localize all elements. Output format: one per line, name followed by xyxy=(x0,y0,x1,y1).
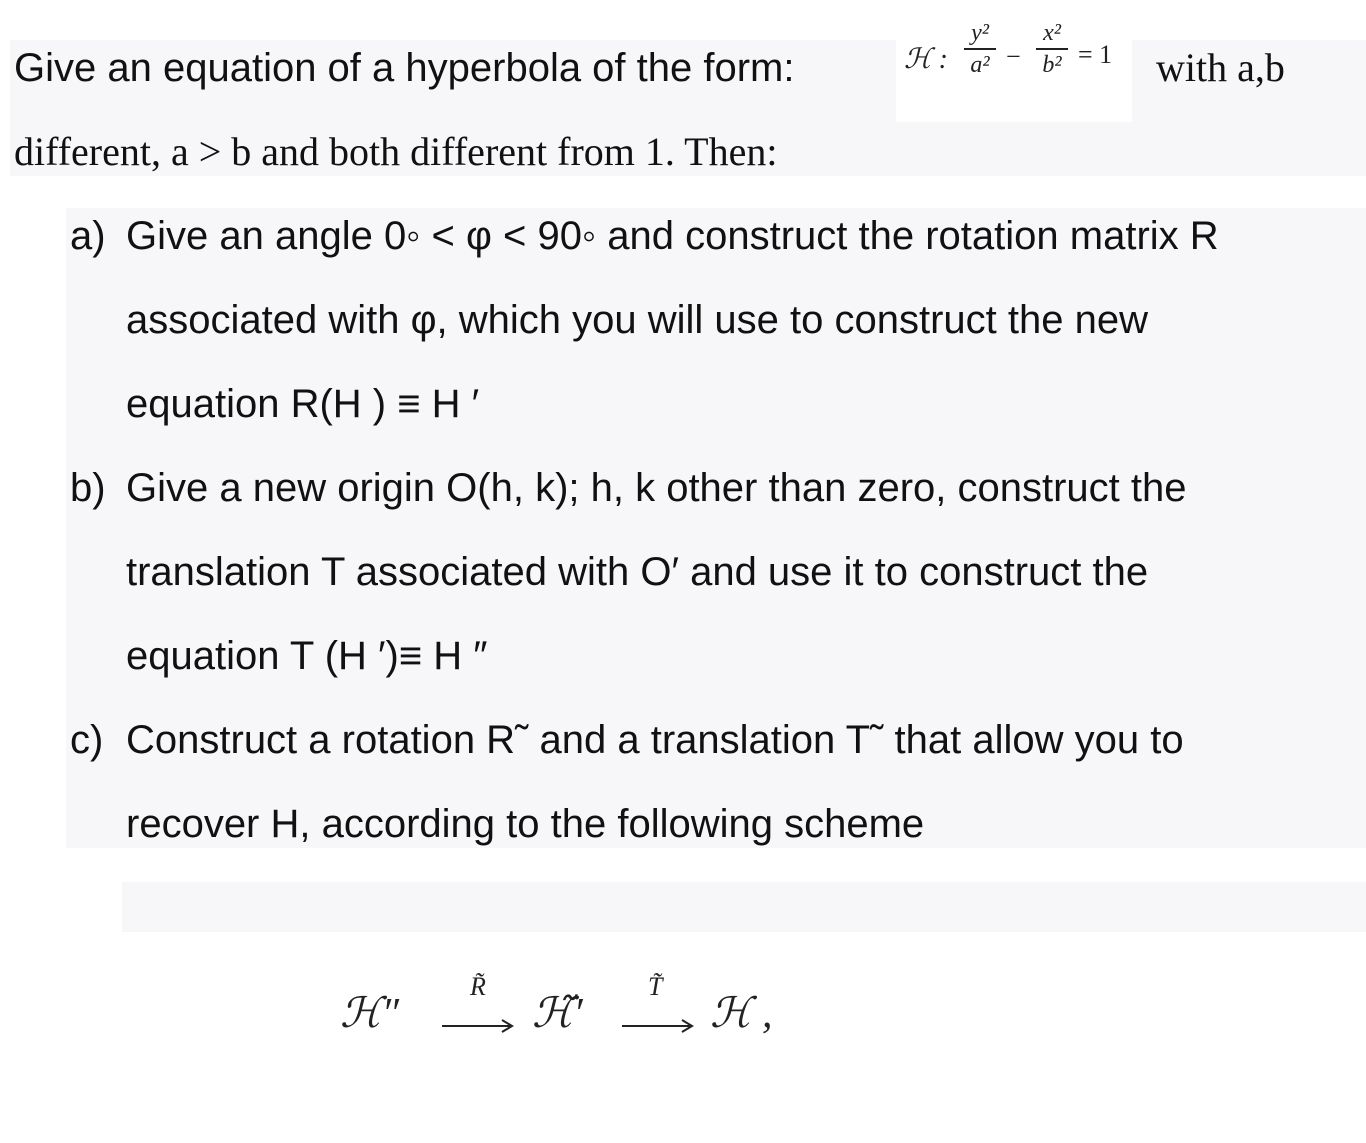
item-b-line-3: equation T (H ′)≡ H ″ xyxy=(126,634,488,678)
item-b-line-2: translation T associated with O′ and use it to construct the xyxy=(126,550,1149,594)
intro-line-1: Give an equation of a hyperbola of the form: xyxy=(14,46,795,90)
item-a-line-1: Give an angle 0◦ < φ < 90◦ and construct the rotation matrix R xyxy=(126,214,1219,258)
intro-line-2: different, a > b and both different from 1. Then: xyxy=(14,129,778,174)
item-c-line-2: recover H, according to the following scheme xyxy=(126,802,925,846)
transformation-scheme xyxy=(336,968,816,1068)
scheme-arrow-2-label: T̃ xyxy=(648,972,663,1001)
item-c-line-1: Construct a rotation R˜ and a translation T˜ that allow you to xyxy=(126,718,1184,762)
item-a-line-2: associated with φ, which you will use to construct the new xyxy=(126,298,1148,342)
scheme-node-h-tilde-prime: ℋ̃′ xyxy=(532,991,583,1037)
item-a-line-3: equation R(H ) ≡ H ′ xyxy=(126,382,480,426)
intro-with-text: with a,b xyxy=(1156,45,1285,90)
formula-equals: = 1 xyxy=(1078,40,1113,69)
item-c-label: c) xyxy=(70,718,104,762)
arrow-right-icon xyxy=(620,1016,696,1036)
scheme-band xyxy=(122,882,1366,932)
formula-minus: − xyxy=(1006,42,1021,71)
formula-fraction-x: x² b² xyxy=(1036,20,1068,78)
scheme-arrow-1-label: R̃ xyxy=(470,972,486,1001)
formula-fraction-y: y² a² xyxy=(964,20,996,78)
item-a-label: a) xyxy=(70,214,106,258)
item-b-label: b) xyxy=(70,466,106,510)
scheme-node-h: ℋ , xyxy=(710,991,773,1037)
scheme-node-h-double-prime: ℋ″ xyxy=(340,991,400,1037)
item-b-line-1: Give a new origin O(h, k); h, k other than zero, construct the xyxy=(126,466,1187,510)
arrow-right-icon xyxy=(440,1016,516,1036)
formula-symbol: ℋ : xyxy=(904,44,948,75)
hyperbola-formula xyxy=(896,10,1132,122)
